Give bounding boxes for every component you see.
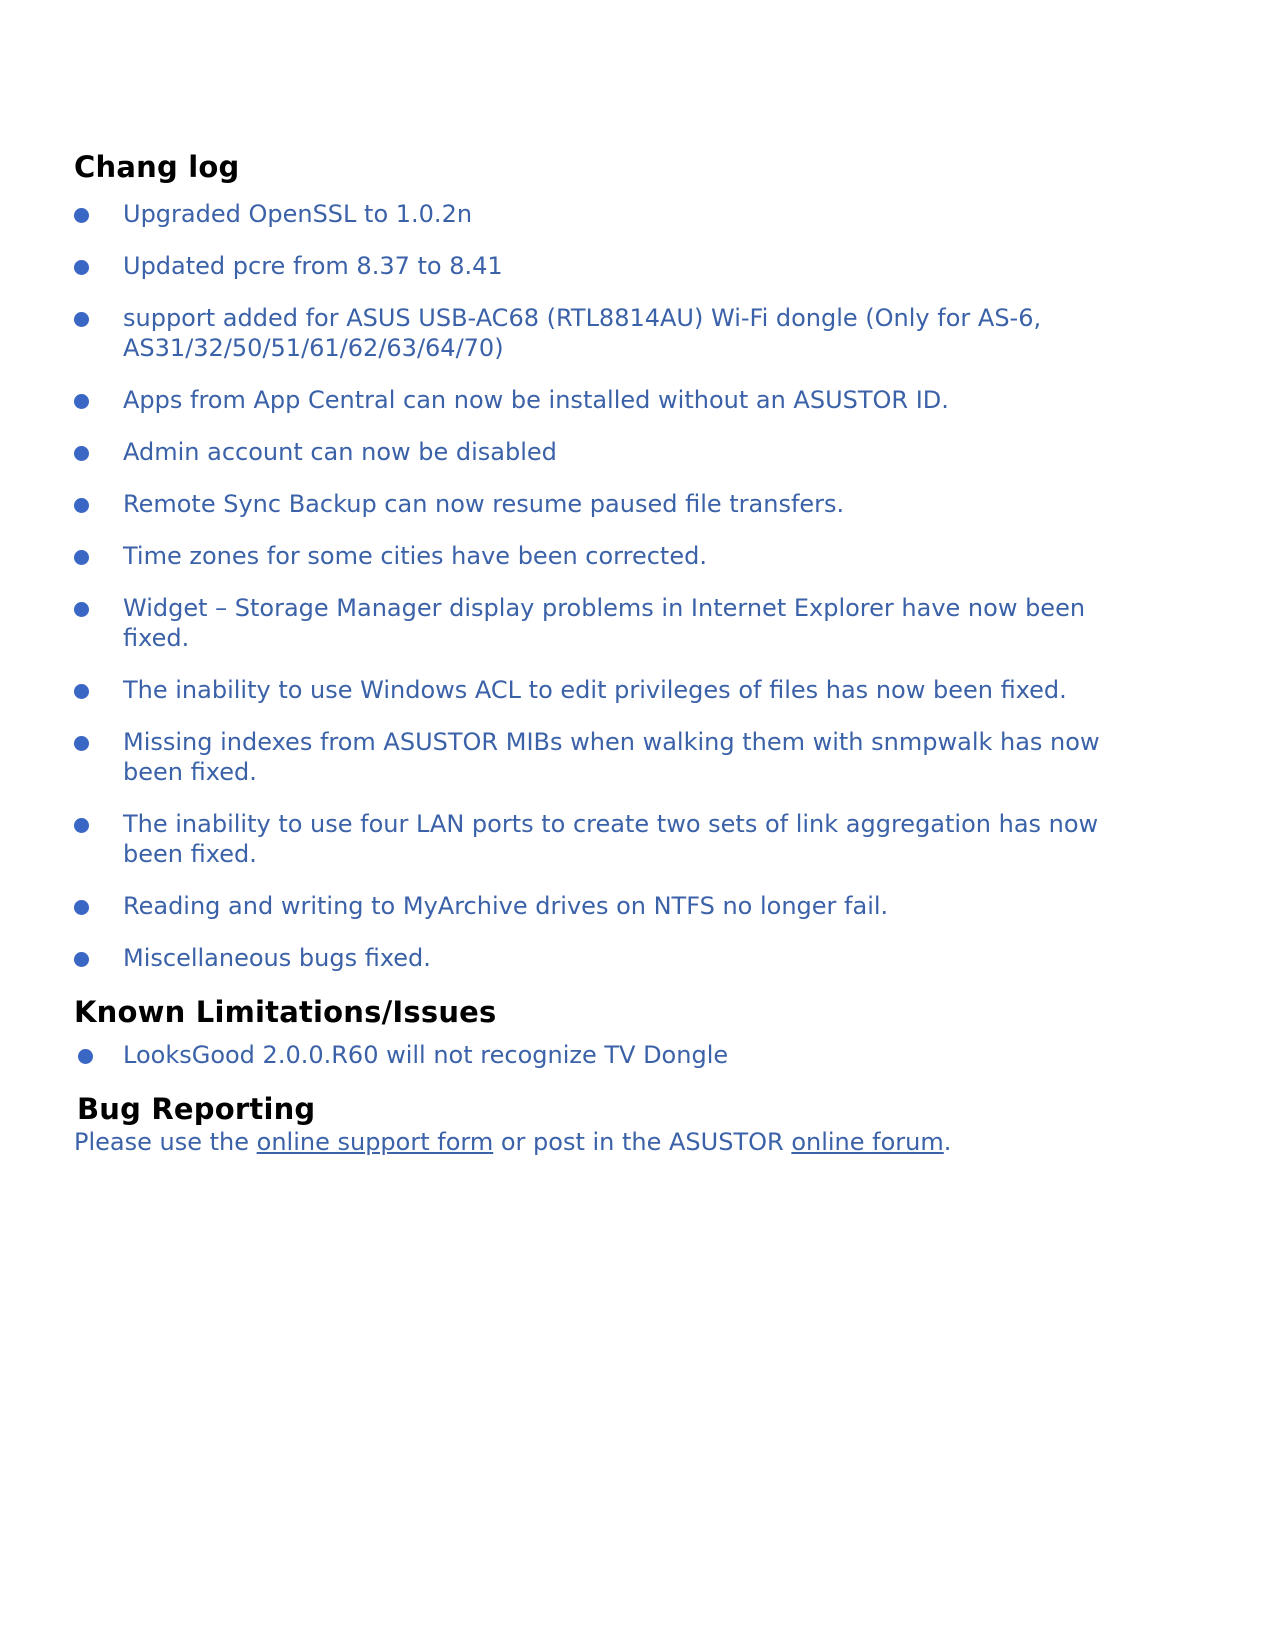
changelog-item-text: Missing indexes from ASUSTOR MIBs when walking them with snmpwalk has now been fixed. (123, 727, 1100, 786)
bullet-icon (74, 684, 89, 699)
changelog-item-text: support added for ASUS USB-AC68 (RTL8814AU) Wi-Fi dongle (Only for AS-6, AS31/32/50/51/61/62/63/64/70) (123, 303, 1042, 362)
changelog-item (74, 891, 1154, 921)
bug-text-before: Please use the (74, 1128, 257, 1157)
bullet-icon (74, 736, 89, 751)
changelog-item (74, 199, 1154, 229)
changelog-item (74, 943, 1154, 973)
bug-reporting-heading: Bug Reporting (77, 1091, 316, 1126)
known-issues-list (74, 1040, 1154, 1070)
bug-text-after: . (943, 1128, 952, 1157)
changelog-item (74, 809, 1154, 869)
bullet-icon (74, 818, 89, 833)
bullet-icon (74, 208, 89, 223)
changelog-item-text: Reading and writing to MyArchive drives on NTFS no longer fail. (123, 891, 889, 920)
bullet-icon (74, 312, 89, 327)
bug-reporting-text (74, 1126, 1154, 1158)
changelog-item (74, 437, 1154, 467)
changelog-item (74, 727, 1154, 787)
changelog-item-text: Updated pcre from 8.37 to 8.41 (123, 251, 503, 280)
known-issues-heading: Known Limitations/Issues (74, 994, 497, 1029)
changelog-item (74, 303, 1154, 363)
changelog-item (74, 385, 1154, 415)
changelog-heading: Chang log (74, 150, 240, 184)
changelog-item-text: Widget – Storage Manager display problems in Internet Explorer have now been fixed. (123, 593, 1086, 652)
known-issue-text: LooksGood 2.0.0.R60 will not recognize TV Dongle (123, 1040, 729, 1069)
changelog-item-text: The inability to use Windows ACL to edit privileges of files has now been fixed. (123, 675, 1067, 704)
bullet-icon (74, 260, 89, 275)
changelog-item (74, 593, 1154, 653)
changelog-item (74, 675, 1154, 705)
bullet-icon (74, 550, 89, 565)
bullet-icon (74, 952, 89, 967)
bullet-icon (78, 1049, 93, 1064)
bug-text-middle: or post in the ASUSTOR (493, 1128, 792, 1157)
changelog-item-text: Apps from App Central can now be installed without an ASUSTOR ID. (123, 385, 949, 414)
changelog-item-text: Admin account can now be disabled (123, 437, 557, 466)
document-page (74, 150, 1154, 1158)
bullet-icon (74, 602, 89, 617)
changelog-item-text: Time zones for some cities have been corrected. (123, 541, 707, 570)
bullet-icon (74, 394, 89, 409)
changelog-item-text: Remote Sync Backup can now resume paused file transfers. (123, 489, 845, 518)
bullet-icon (74, 446, 89, 461)
changelog-item-text: Miscellaneous bugs fixed. (123, 943, 431, 972)
bullet-icon (74, 498, 89, 513)
bullet-icon (74, 900, 89, 915)
changelog-item (74, 541, 1154, 571)
online-support-form-link[interactable]: online support form (256, 1128, 494, 1157)
changelog-item-text: Upgraded OpenSSL to 1.0.2n (123, 199, 473, 228)
changelog-item (74, 251, 1154, 281)
known-issue-item (76, 1040, 1154, 1070)
changelog-item (74, 489, 1154, 519)
online-forum-link[interactable]: online forum (791, 1128, 944, 1157)
changelog-list (74, 199, 1154, 973)
changelog-item-text: The inability to use four LAN ports to create two sets of link aggregation has now been fixed. (123, 809, 1099, 868)
